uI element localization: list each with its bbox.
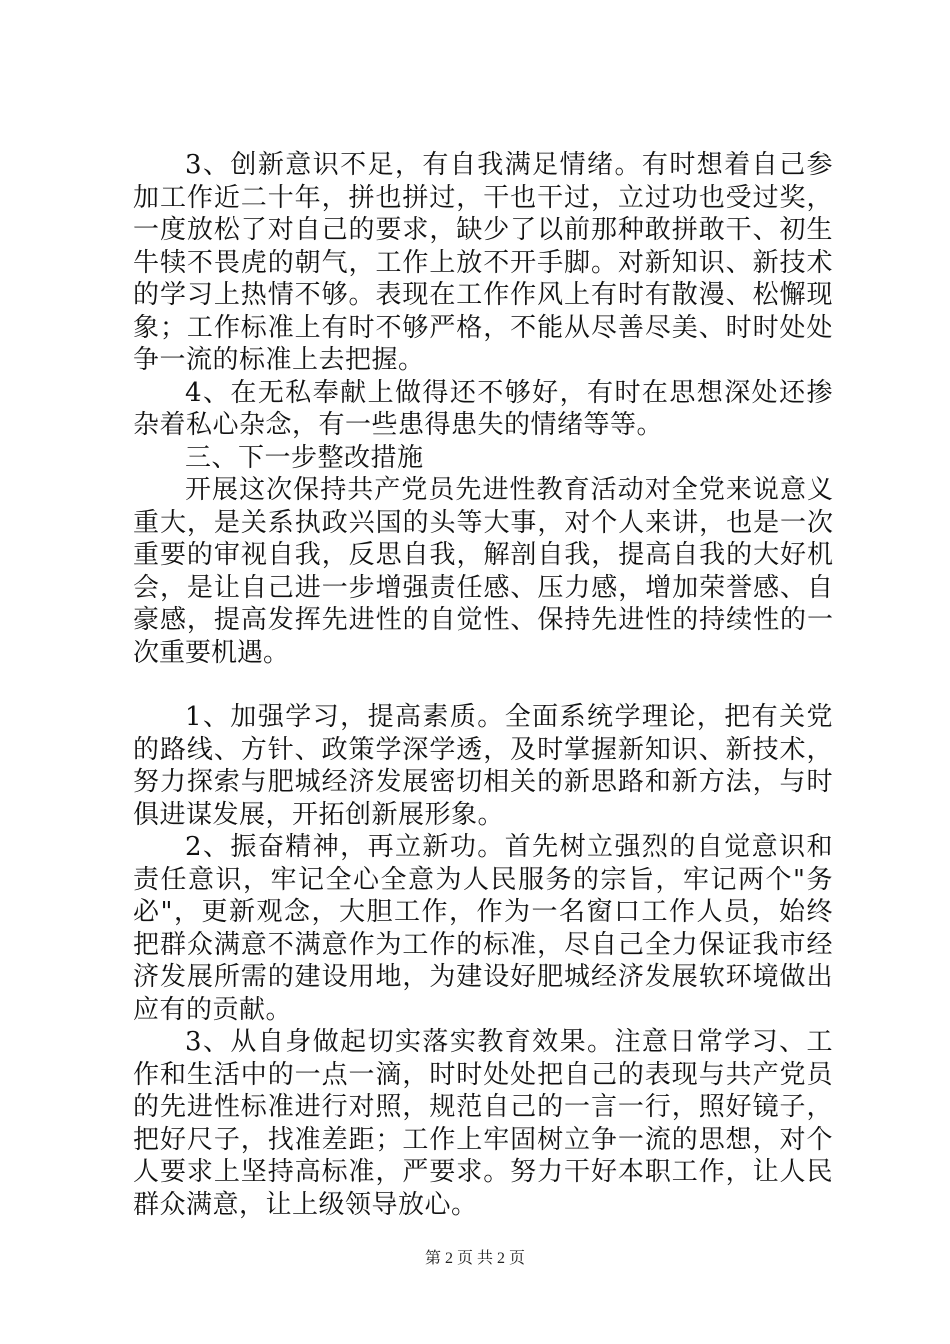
paragraph-item-3-innovation: 3、创新意识不足，有自我满足情绪。有时想着自己参加工作近二十年，拼也拼过，干也干过，立过功也受过奖，一度放松了对自己的要求，缺少了以前那种敢拼敢干、初生牛犊不畏虎的朝气，工作上放不开手脚。对新知识、新技术的学习上热情不够。表现在工作作风上有时有散漫、松懈现象；工作标准上有时不够严格，不能从尽善尽美、时时处处争一流的标准上去把握。	[133, 150, 833, 375]
section-heading-next-steps: 三、下一步整改措施	[185, 442, 424, 473]
paragraph-measure-2-spirit: 2、振奋精神，再立新功。首先树立强烈的自觉意识和责任意识，牢记全心全意为人民服务的宗旨，牢记两个"务必"，更新观念，大胆工作，作为一名窗口工作人员，始终把群众满意不满意作为工作的标准，尽自己全力保证我市经济发展所需的建设用地，为建设好肥城经济发展软环境做出应有的贡献。	[133, 832, 833, 1025]
paragraph-item-4-dedication: 4、在无私奉献上做得还不够好，有时在思想深处还掺杂着私心杂念，有一些患得患失的情绪等等。	[133, 377, 833, 440]
paragraph-intro-education-activity: 开展这次保持共产党员先进性教育活动对全党来说意义重大，是关系执政兴国的头等大事，对个人来讲，也是一次重要的审视自我，反思自我，解剖自我，提高自我的大好机会，是让自己进一步增强责任感、压力感，增加荣誉感、自豪感，提高发挥先进性的自觉性、保持先进性的持续性的一次重要机遇。	[133, 475, 833, 668]
paragraph-measure-1-study: 1、加强学习，提高素质。全面系统学理论，把有关党的路线、方针、政策学深学透，及时掌握新知识、新技术，努力探索与肥城经济发展密切相关的新思路和新方法，与时俱进谋发展，开拓创新展形象。	[133, 702, 833, 830]
paragraph-measure-3-self-start: 3、从自身做起切实落实教育效果。注意日常学习、工作和生活中的一点一滴，时时处处把自己的表现与共产党员的先进性标准进行对照，规范自己的一言一行，照好镜子，把好尺子，找准差距；工作上牢固树立争一流的思想，对个人要求上坚持高标准，严要求。努力干好本职工作，让人民群众满意，让上级领导放心。	[133, 1027, 833, 1220]
paragraph-spacer	[133, 669, 833, 701]
page-number-footer: 第 2 页 共 2 页	[424, 1250, 525, 1267]
document-body	[133, 149, 833, 1221]
